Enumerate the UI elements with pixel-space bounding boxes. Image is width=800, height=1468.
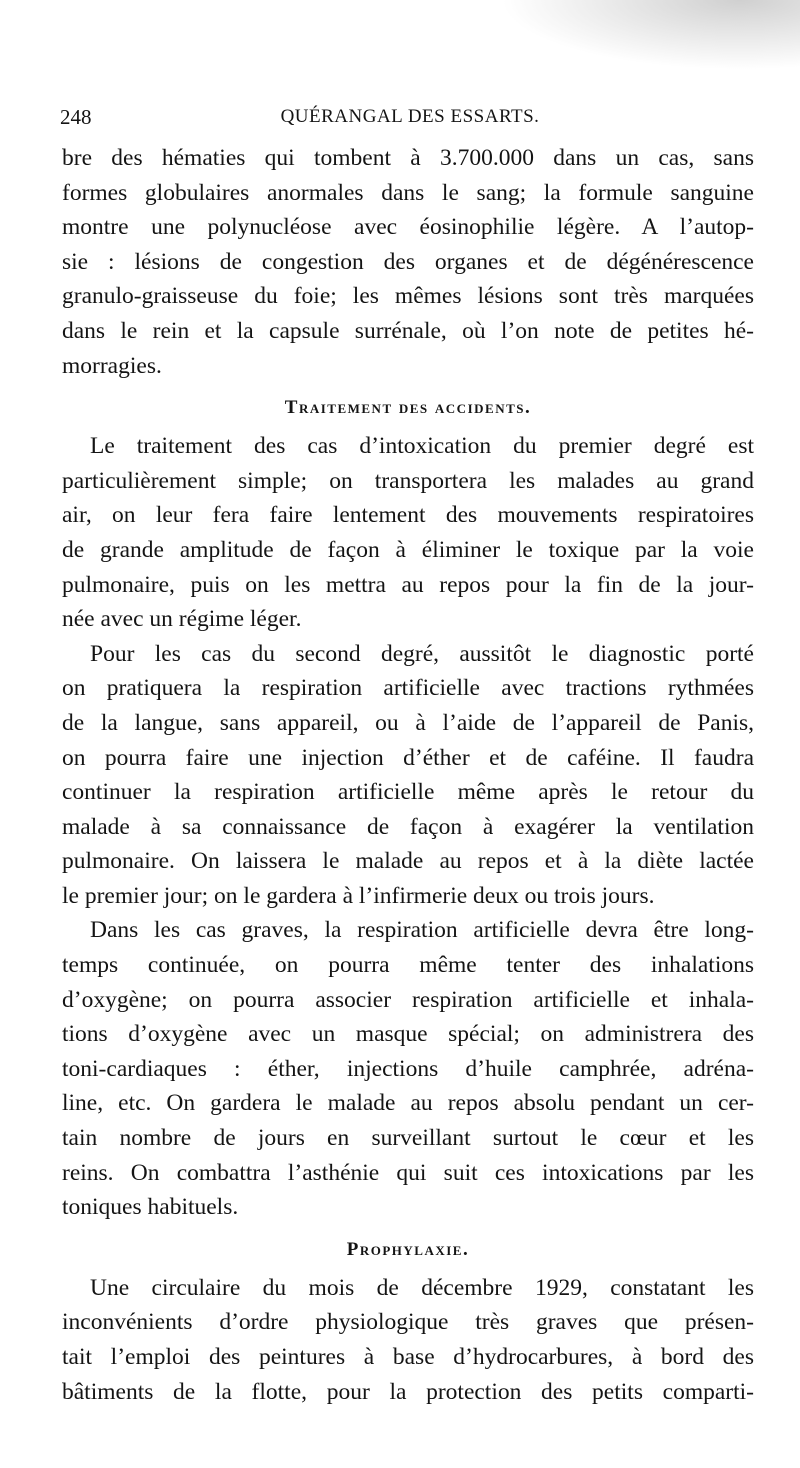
paragraph-4 <box>62 913 754 1224</box>
section-heading-traitement: Traitement des accidents. <box>284 397 532 419</box>
text-line: toni-cardiaques : éther, injections d’huile camphrée, adréna- <box>62 1055 754 1082</box>
text-line: inconvénients d’ordre physiologique très graves que présen- <box>62 1309 754 1336</box>
paragraph-1 <box>62 141 754 383</box>
text-line: bâtiments de la flotte, pour la protection des petits comparti- <box>62 1378 754 1405</box>
text-line: Pour les cas du second degré, aussitôt le diagnostic porté <box>90 640 754 667</box>
text-line: toniques habituels. <box>62 1194 239 1221</box>
paragraph-3 <box>62 637 754 914</box>
text-line: montre une polynucléose avec éosinophilie légère. A l’autop- <box>62 214 754 241</box>
paragraph-2 <box>62 429 754 637</box>
text-line: née avec un régime léger. <box>62 606 302 633</box>
text-line: Une circulaire du mois de décembre 1929, constatant les <box>90 1274 754 1301</box>
text-line: Le traitement des cas d’intoxication du premier degré est <box>90 433 754 460</box>
text-line: on pratiquera la respiration artificielle avec tractions rythmées <box>62 675 754 702</box>
section-heading-prophylaxie: Prophylaxie. <box>346 1238 470 1260</box>
page-header <box>60 100 760 134</box>
page-body <box>62 141 754 1409</box>
text-line: air, on leur fera faire lentement des mouvements respiratoires <box>62 502 754 529</box>
text-line: malade à sa connaissance de façon à exagérer la ventilation <box>62 813 754 840</box>
text-line: d’oxygène; on pourra associer respiration artificielle et inhala- <box>62 986 754 1013</box>
text-line: pulmonaire, puis on les mettra au repos pour la fin de la jour- <box>62 571 754 598</box>
text-line: temps continuée, on pourra même tenter des inhalations <box>62 952 754 979</box>
text-line: particulièrement simple; on transportera les malades au grand <box>62 467 754 494</box>
text-line: on pourra faire une injection d’éther et de caféine. Il faudra <box>62 744 754 771</box>
text-line: morragies. <box>62 352 162 379</box>
text-line: de grande amplitude de façon à éliminer le toxique par la voie <box>62 536 754 563</box>
text-line: granulo-graisseuse du foie; les mêmes lésions sont très marquées <box>62 283 754 310</box>
text-line: le premier jour; on le gardera à l’infirmerie deux ou trois jours. <box>62 882 655 909</box>
text-line: formes globulaires anormales dans le sang; la formule sanguine <box>62 179 754 206</box>
text-line: dans le rein et la capsule surrénale, où l’on note de petites hé- <box>62 317 754 344</box>
text-line: sie : lésions de congestion des organes et de dégénérescence <box>62 248 754 275</box>
text-line: pulmonaire. On laissera le malade au repos et à la diète lactée <box>62 848 754 875</box>
text-line: continuer la respiration artificielle même après le retour du <box>62 779 754 806</box>
text-line: de la langue, sans appareil, ou à l’aide de l’appareil de Panis, <box>62 709 754 736</box>
text-line: bre des hématies qui tombent à 3.700.000 dans un cas, sans <box>62 145 754 171</box>
scan-smudge <box>500 0 800 70</box>
text-line: tain nombre de jours en surveillant surtout le cœur et les <box>62 1125 754 1152</box>
text-line: Dans les cas graves, la respiration artificielle devra être long- <box>90 917 754 944</box>
paragraph-5 <box>62 1271 754 1409</box>
running-title: QUÉRANGAL DES ESSARTS. <box>280 106 540 127</box>
text-line: tait l’emploi des peintures à base d’hydrocarbures, à bord des <box>62 1344 754 1370</box>
text-line: tions d’oxygène avec un masque spécial; on administrera des <box>62 1021 754 1048</box>
text-line: line, etc. On gardera le malade au repos absolu pendant un cer- <box>62 1090 754 1117</box>
text-line: reins. On combattra l’asthénie qui suit ces intoxications par les <box>62 1159 754 1186</box>
page-number: 248 <box>60 105 92 129</box>
